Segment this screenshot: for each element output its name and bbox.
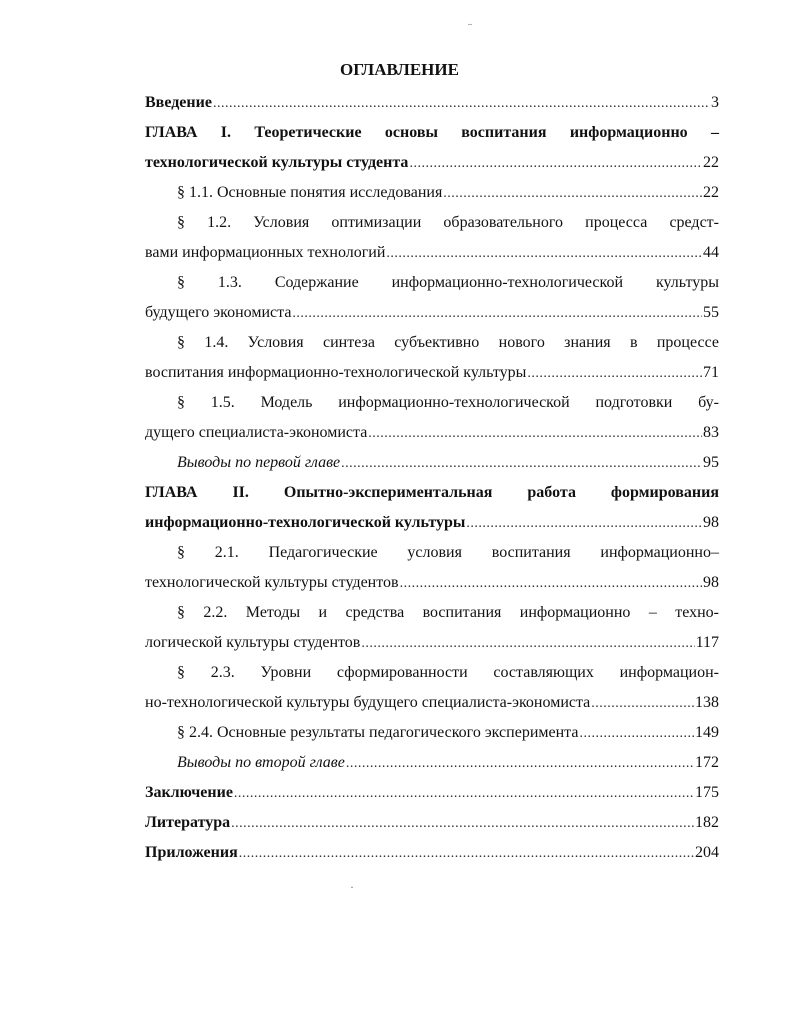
toc-entry-label: Заключение [145,784,233,801]
toc-page-number: 22 [703,184,719,201]
toc-entry-chapter-1[interactable] [145,148,719,178]
toc-leader-dots [234,779,694,809]
toc-chapter-1-title[interactable]: ГЛАВА I. Теоретические основы воспитания информационно – [145,124,719,141]
toc-section-2-1-title[interactable]: § 2.1. Педагогические условия воспитания информационно– [177,544,719,561]
toc-leader-dots [400,569,702,599]
toc-entry-label: будущего экономиста [145,304,292,321]
table-of-contents [145,88,719,868]
toc-page-number: 44 [703,244,719,261]
toc-leader-dots [341,449,702,479]
toc-entry-appendices[interactable] [145,838,719,868]
toc-page-number: 117 [695,634,719,651]
toc-page-number: 149 [695,724,719,741]
toc-leader-dots [527,359,702,389]
toc-page-number: 138 [695,694,719,711]
toc-page-number: 83 [703,424,719,441]
toc-leader-dots [386,239,702,269]
toc-section-1-2-title[interactable]: § 1.2. Условия оптимизации образовательного процесса средст- [177,214,719,231]
toc-leader-dots [579,719,694,749]
toc-leader-dots [292,299,702,329]
toc-entry-section-1-2[interactable] [145,238,719,268]
toc-entry-label: но-технологической культуры будущего специалиста-экономиста [145,694,591,711]
toc-page-number: 22 [703,154,719,171]
toc-entry-chapter-1-conclusions[interactable] [145,448,719,478]
toc-entry-label: Выводы по первой главе [177,454,341,471]
toc-entry-label: логической культуры студентов [145,634,361,651]
toc-section-1-4-title[interactable]: § 1.4. Условия синтеза субъективно нового знания в процессе [177,334,719,351]
toc-entry-section-2-4[interactable] [145,718,719,748]
toc-entry-label: дущего специалиста-экономиста [145,424,368,441]
toc-entry-section-2-3[interactable] [145,688,719,718]
toc-leader-dots [231,809,694,839]
toc-entry-label: технологической культуры студентов [145,574,399,591]
toc-leader-dots [368,419,702,449]
toc-section-2-2-title[interactable]: § 2.2. Методы и средства воспитания информационно – техно- [177,604,719,621]
toc-entry-section-1-4[interactable] [145,358,719,388]
toc-page-number: 55 [703,304,719,321]
toc-page-number: 98 [703,514,719,531]
toc-entry-label: воспитания информационно-технологической культуры [145,364,527,381]
toc-page-number: 95 [703,454,719,471]
toc-entry-section-2-1[interactable] [145,568,719,598]
toc-entry-conclusion[interactable] [145,778,719,808]
toc-entry-label: § 2.4. Основные результаты педагогического эксперимента [177,724,579,741]
toc-entry-section-1-1[interactable] [145,178,719,208]
toc-leader-dots [346,749,694,779]
toc-entry-label: Выводы по второй главе [177,754,345,771]
toc-page-number: 172 [695,754,719,771]
toc-leader-dots [409,149,702,179]
toc-entry-label: Литература [145,814,231,831]
toc-page-number: 71 [703,364,719,381]
toc-entry-section-1-5[interactable] [145,418,719,448]
toc-leader-dots [591,689,694,719]
toc-entry-section-2-2[interactable] [145,628,719,658]
toc-entry-label: Приложения [145,844,238,861]
toc-section-1-3-title[interactable]: § 1.3. Содержание информационно-технологической культуры [177,274,719,291]
toc-section-2-3-title[interactable]: § 2.3. Уровни сформированности составляющих информацион- [177,664,719,681]
toc-page-number: 98 [703,574,719,591]
toc-page-number: 182 [695,814,719,831]
toc-page-number: 175 [695,784,719,801]
toc-entry-introduction[interactable] [145,88,719,118]
scan-speck: ¨ [468,20,472,34]
toc-leader-dots [239,839,694,869]
toc-leader-dots [443,179,702,209]
toc-entry-label: § 1.1. Основные понятия исследования [177,184,443,201]
toc-leader-dots [213,89,710,119]
scan-speck: · [350,880,354,894]
toc-page-number: 204 [695,844,719,861]
toc-leader-dots [361,629,694,659]
toc-entry-label: информационно-технологической культуры [145,514,466,531]
toc-entry-literature[interactable] [145,808,719,838]
toc-entry-label: Введение [145,94,212,111]
toc-entry-label: технологической культуры студента [145,154,409,171]
toc-section-1-5-title[interactable]: § 1.5. Модель информационно-технологической подготовки бу- [177,394,719,411]
toc-entry-section-1-3[interactable] [145,298,719,328]
toc-page-number: 3 [711,94,719,111]
toc-entry-chapter-2-conclusions[interactable] [145,748,719,778]
toc-entry-label: вами информационных технологий [145,244,386,261]
toc-leader-dots [466,509,702,539]
toc-chapter-2-title[interactable]: ГЛАВА II. Опытно-экспериментальная работа формирования [145,484,719,501]
page-title: ОГЛАВЛЕНИЕ [340,60,459,79]
toc-entry-chapter-2[interactable] [145,508,719,538]
